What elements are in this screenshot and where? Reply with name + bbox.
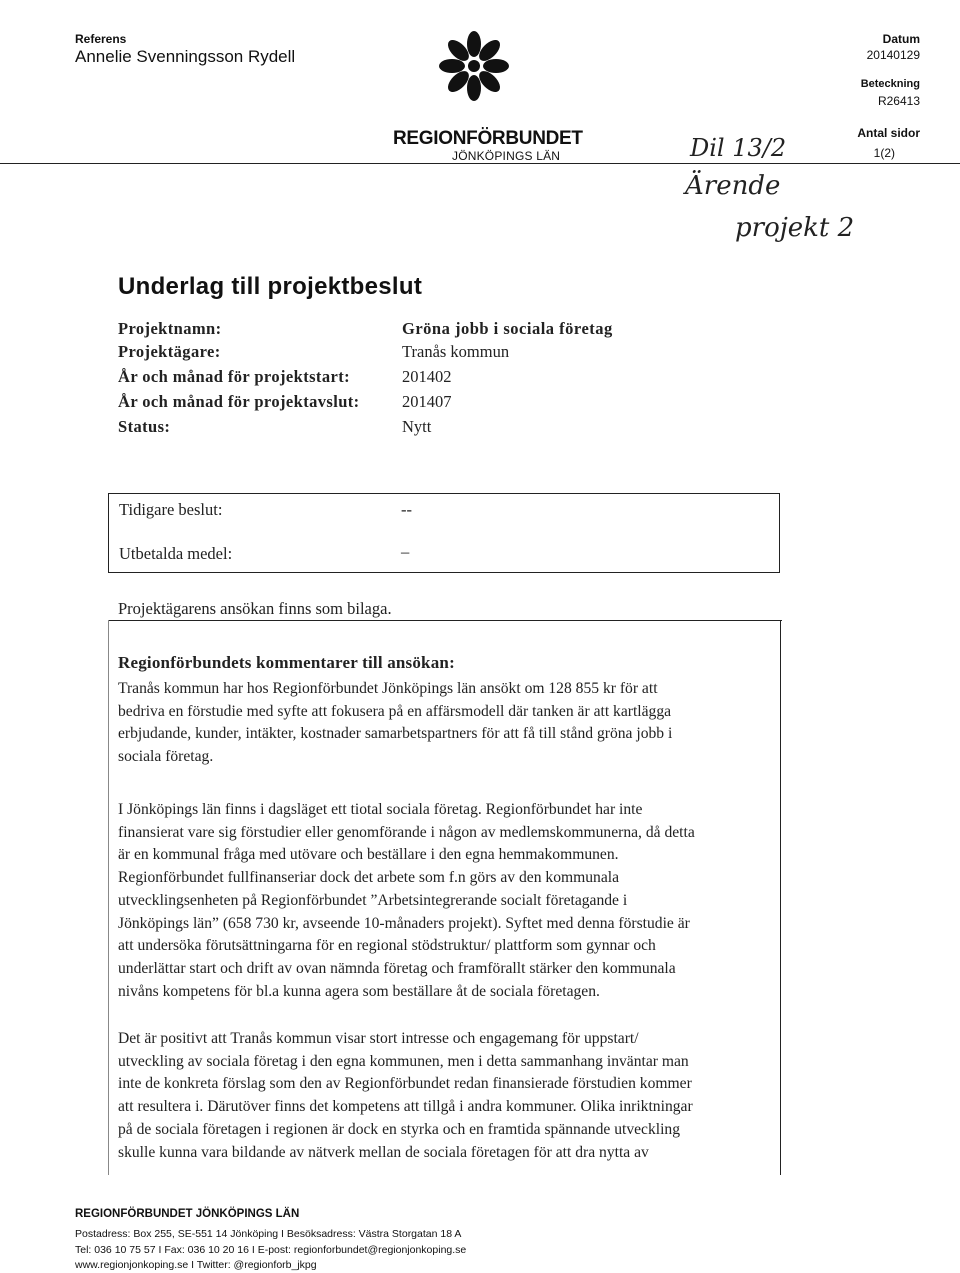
- attachment-note: Projektägarens ansökan finns som bilaga.: [118, 599, 392, 618]
- paragraph-line: är en kommunal fråga med utövare och beställare i den egna hemmakommunen.: [118, 846, 619, 864]
- paragraph-line: Jönköpings län” (658 730 kr, avseende 10-månaders projekt). Syftet med denna förstudie är: [118, 914, 690, 932]
- page-title: Underlag till projektbeslut: [118, 273, 423, 300]
- paragraph-line: utveckling av sociala företag i den egna kommunen, men i detta sammanhang inväntar man: [118, 1052, 689, 1070]
- paragraph-line: I Jönköpings län finns i dagsläget ett tiotal sociala företag. Regionförbundet har inte: [118, 801, 643, 818]
- info-value-status: Nytt: [402, 417, 432, 436]
- handwritten-annotation: [650, 132, 880, 242]
- info-label-owner: Projektägare:: [118, 342, 221, 361]
- paragraph-line: Tranås kommun har hos Regionförbundet Jönköpings län ansökt om 128 855 kr för att: [118, 680, 658, 697]
- org-subtitle: JÖNKÖPINGS LÄN: [452, 149, 561, 163]
- info-value-owner: Tranås kommun: [402, 342, 510, 361]
- comment-paragraph-3: [118, 1028, 778, 1164]
- footer-org: REGIONFÖRBUNDET JÖNKÖPINGS LÄN: [75, 1208, 300, 1220]
- paragraph-line: erbjudande, kunder, intäkter, kostnader samarbetspartners för att få till stånd gröna jobb i: [118, 725, 673, 743]
- paragraph-line: inte de konkreta förslag som den av Regionförbundet redan finansierade förstudien kommer: [118, 1075, 692, 1093]
- info-label-start: År och månad för projektstart:: [118, 367, 350, 386]
- paid-funds-value: –: [401, 542, 410, 561]
- info-value-project-name: Gröna jobb i sociala företag: [402, 319, 613, 338]
- info-label-status: Status:: [118, 417, 171, 436]
- footer-web: www.regionjonkoping.se I Twitter: @regionforb_jkpg: [75, 1259, 317, 1271]
- comments-box-right: [780, 620, 781, 1175]
- footer-contact: Tel: 036 10 75 57 I Fax: 036 10 20 16 I E-post: regionforbundet@regionjonkoping.se: [75, 1244, 467, 1256]
- handwriting-line-3: projekt 2: [735, 213, 855, 242]
- paragraph-line: utvecklingsenheten på Regionförbundet ”Arbetsintegrerande socialt företagande i: [118, 891, 628, 909]
- handwriting-line-1: Dil 13/2: [690, 134, 787, 162]
- info-label-end: År och månad för projektavslut:: [118, 392, 360, 411]
- info-value-start: 201402: [402, 367, 452, 386]
- reference-name: Annelie Svenningsson Rydell: [75, 47, 296, 66]
- paragraph-line: underlättar start och drift av ovan nämnda företag och framförallt stärker den kommunala: [118, 959, 676, 977]
- comments-box-left: [108, 620, 109, 1175]
- footer-postal: Postadress: Box 255, SE-551 14 Jönköping I Besöksadress: Västra Storgatan 18 A: [75, 1228, 462, 1240]
- paragraph-line: Regionförbundet fullfinanseriar dock det arbete som f.n görs av den kommunala: [118, 869, 620, 887]
- comments-heading: Regionförbundets kommentarer till ansökan:: [118, 653, 455, 672]
- paid-funds-label: Utbetalda medel:: [119, 544, 233, 563]
- previous-decisions-box: [108, 493, 780, 573]
- info-label-project-name: Projektnamn:: [118, 319, 222, 338]
- regionforbundet-logo-icon: [438, 30, 510, 102]
- org-name: REGIONFÖRBUNDET: [393, 128, 583, 149]
- comment-paragraph-1: [118, 678, 778, 769]
- comments-box-top: [108, 620, 782, 621]
- handwriting-line-2: Ärende: [685, 171, 781, 201]
- date-label: Datum: [882, 32, 920, 46]
- previous-decision-label: Tidigare beslut:: [119, 500, 223, 519]
- designation-label: Beteckning: [860, 78, 920, 90]
- paragraph-line: på de sociala företagen i regionen är dock en styrka och en framtida spännande utveckling: [118, 1120, 681, 1138]
- reference-label: Referens: [75, 32, 127, 46]
- pages-value: 1(2): [873, 146, 895, 160]
- pages-label: Antal sidor: [857, 126, 920, 140]
- paragraph-line: Det är positivt att Tranås kommun visar stort intresse och engagemang för uppstart/: [118, 1030, 639, 1047]
- info-value-end: 201407: [402, 392, 452, 411]
- paragraph-line: nivåns kompetens för bl.a kunna agera som beställare åt de sociala företagen.: [118, 982, 600, 1000]
- paragraph-line: att resultera i. Därutöver finns det kompetens att tillgå i andra kommuner. Olika inriktningar: [118, 1098, 693, 1116]
- date-value: 20140129: [866, 48, 920, 62]
- paragraph-line: sociala företag.: [118, 748, 214, 766]
- previous-decision-value: --: [401, 500, 412, 519]
- comment-paragraph-2: [118, 799, 778, 1003]
- paragraph-line: bedriva en förstudie med syfte att fokusera på en affärsmodell där tanken är att kartlägga: [118, 702, 672, 720]
- paragraph-line: att undersöka förutsättningarna för en regional stödstruktur/ plattform som gynnar och: [118, 937, 656, 955]
- paragraph-line: finansierat vare sig förstudier eller genomförande i någon av medlemskommunerna, då detta: [118, 823, 695, 841]
- designation-value: R26413: [877, 94, 920, 108]
- paragraph-line: skulle kunna vara bildande av nätverk mellan de sociala företagen för att dra nytta av: [118, 1143, 649, 1161]
